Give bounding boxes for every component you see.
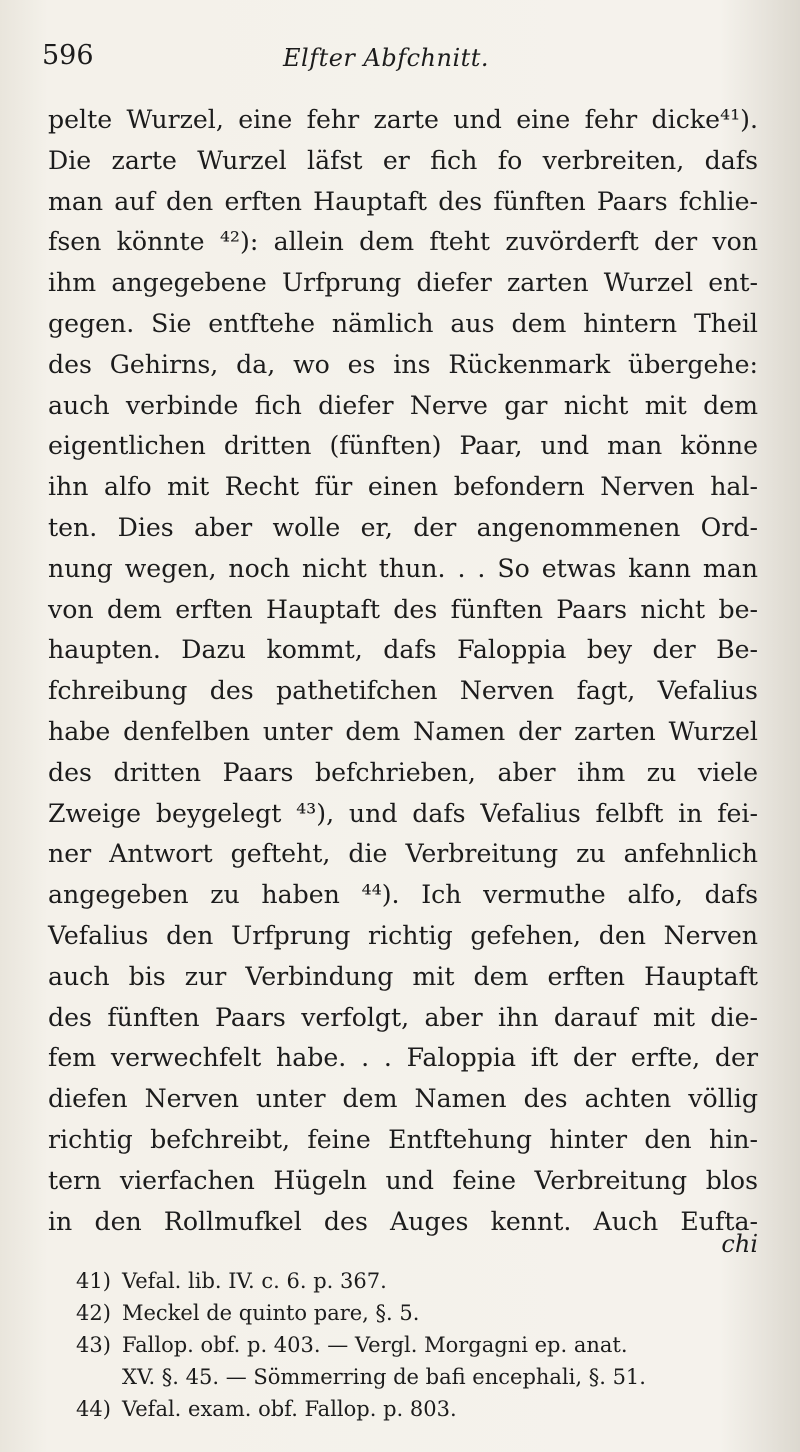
footnote xyxy=(76,1329,766,1361)
page-number: 596 xyxy=(42,40,94,71)
footnote-number: 43) xyxy=(76,1333,111,1357)
text-line: Zweige beygelegt ⁴³), und dafs Vefalius felbft in fei- xyxy=(48,798,758,828)
footnotes xyxy=(76,1265,766,1425)
footnote-text: Fallop. obf. p. 403. — Vergl. Morgagni ep. anat. xyxy=(122,1333,628,1357)
text-line: von dem erften Hauptaft des fünften Paars nicht be- xyxy=(48,594,758,624)
text-line: fchreibung des pathetifchen Nerven fagt, Vefalius xyxy=(48,676,758,706)
text-line: Vefalius den Urfprung richtig gefehen, den Nerven xyxy=(48,920,758,950)
text-line: haupten. Dazu kommt, dafs Faloppia bey der Be- xyxy=(48,635,758,665)
text-line: nung wegen, noch nicht thun. . . So etwas kann man xyxy=(48,553,758,583)
text-line: richtig befchreibt, feine Entftehung hinter den hin- xyxy=(48,1124,758,1154)
text-line: fsen könnte ⁴²): allein dem fteht zuvörderft der von xyxy=(48,227,758,257)
text-line: des dritten Paars befchrieben, aber ihm zu viele xyxy=(48,757,758,787)
footnote-text: Vefal. lib. IV. c. 6. p. 367. xyxy=(122,1269,387,1293)
text-line: ten. Dies aber wolle er, der angenommenen Ord- xyxy=(48,512,758,542)
text-line: habe denfelben unter dem Namen der zarten Wurzel xyxy=(48,716,758,746)
catchword: chi xyxy=(721,1230,758,1258)
text-line: fem verwechfelt habe. . . Faloppia ift der erfte, der xyxy=(48,1043,758,1073)
text-line: diefen Nerven unter dem Namen des achten völlig xyxy=(48,1084,758,1114)
text-line: ihm angegebene Urfprung diefer zarten Wurzel ent- xyxy=(48,268,758,298)
text-line: auch verbinde fich diefer Nerve gar nicht mit dem xyxy=(48,390,758,420)
text-line: ner Antwort gefteht, die Verbreitung zu anfehnlich xyxy=(48,839,758,869)
text-line: ihn alfo mit Recht für einen befondern Nerven hal- xyxy=(48,472,758,502)
footnote-number: 41) xyxy=(76,1269,111,1293)
text-line: tern vierfachen Hügeln und feine Verbreitung blos xyxy=(48,1165,758,1195)
footnote-continuation xyxy=(76,1361,766,1393)
text-line: des fünften Paars verfolgt, aber ihn darauf mit die- xyxy=(48,1002,758,1032)
text-line: des Gehirns, da, wo es ins Rückenmark übergehe: xyxy=(48,349,758,379)
text-line: gegen. Sie entftehe nämlich aus dem hintern Theil xyxy=(48,308,758,338)
footnote-text: Vefal. exam. obf. Fallop. p. 803. xyxy=(122,1397,457,1421)
text-line: eigentlichen dritten (fünften) Paar, und man könne xyxy=(48,431,758,461)
text-line: man auf den erften Hauptaft des fünften Paars fchlie- xyxy=(48,186,758,216)
footnote xyxy=(76,1265,766,1297)
text-line: in den Rollmufkel des Auges kennt. Auch Eufta- xyxy=(48,1206,758,1236)
footnote xyxy=(76,1297,766,1329)
footnote-text: XV. §. 45. — Sömmerring de bafi encephali, §. 51. xyxy=(122,1365,646,1389)
text-line: Die zarte Wurzel läfst er fich fo verbreiten, dafs xyxy=(48,145,758,175)
footnote-number: 44) xyxy=(76,1397,111,1421)
page-header xyxy=(38,40,760,80)
text-line: pelte Wurzel, eine fehr zarte und eine fehr dicke⁴¹). xyxy=(48,105,758,134)
running-head: Elfter Abfchnitt. xyxy=(283,44,490,72)
text-line: angegeben zu haben ⁴⁴). Ich vermuthe alfo, dafs xyxy=(48,880,758,910)
body-text xyxy=(48,100,758,1242)
footnote xyxy=(76,1393,766,1425)
text-line: auch bis zur Verbindung mit dem erften Hauptaft xyxy=(48,961,758,991)
footnote-text: Meckel de quinto pare, §. 5. xyxy=(122,1301,420,1325)
footnote-number: 42) xyxy=(76,1301,111,1325)
